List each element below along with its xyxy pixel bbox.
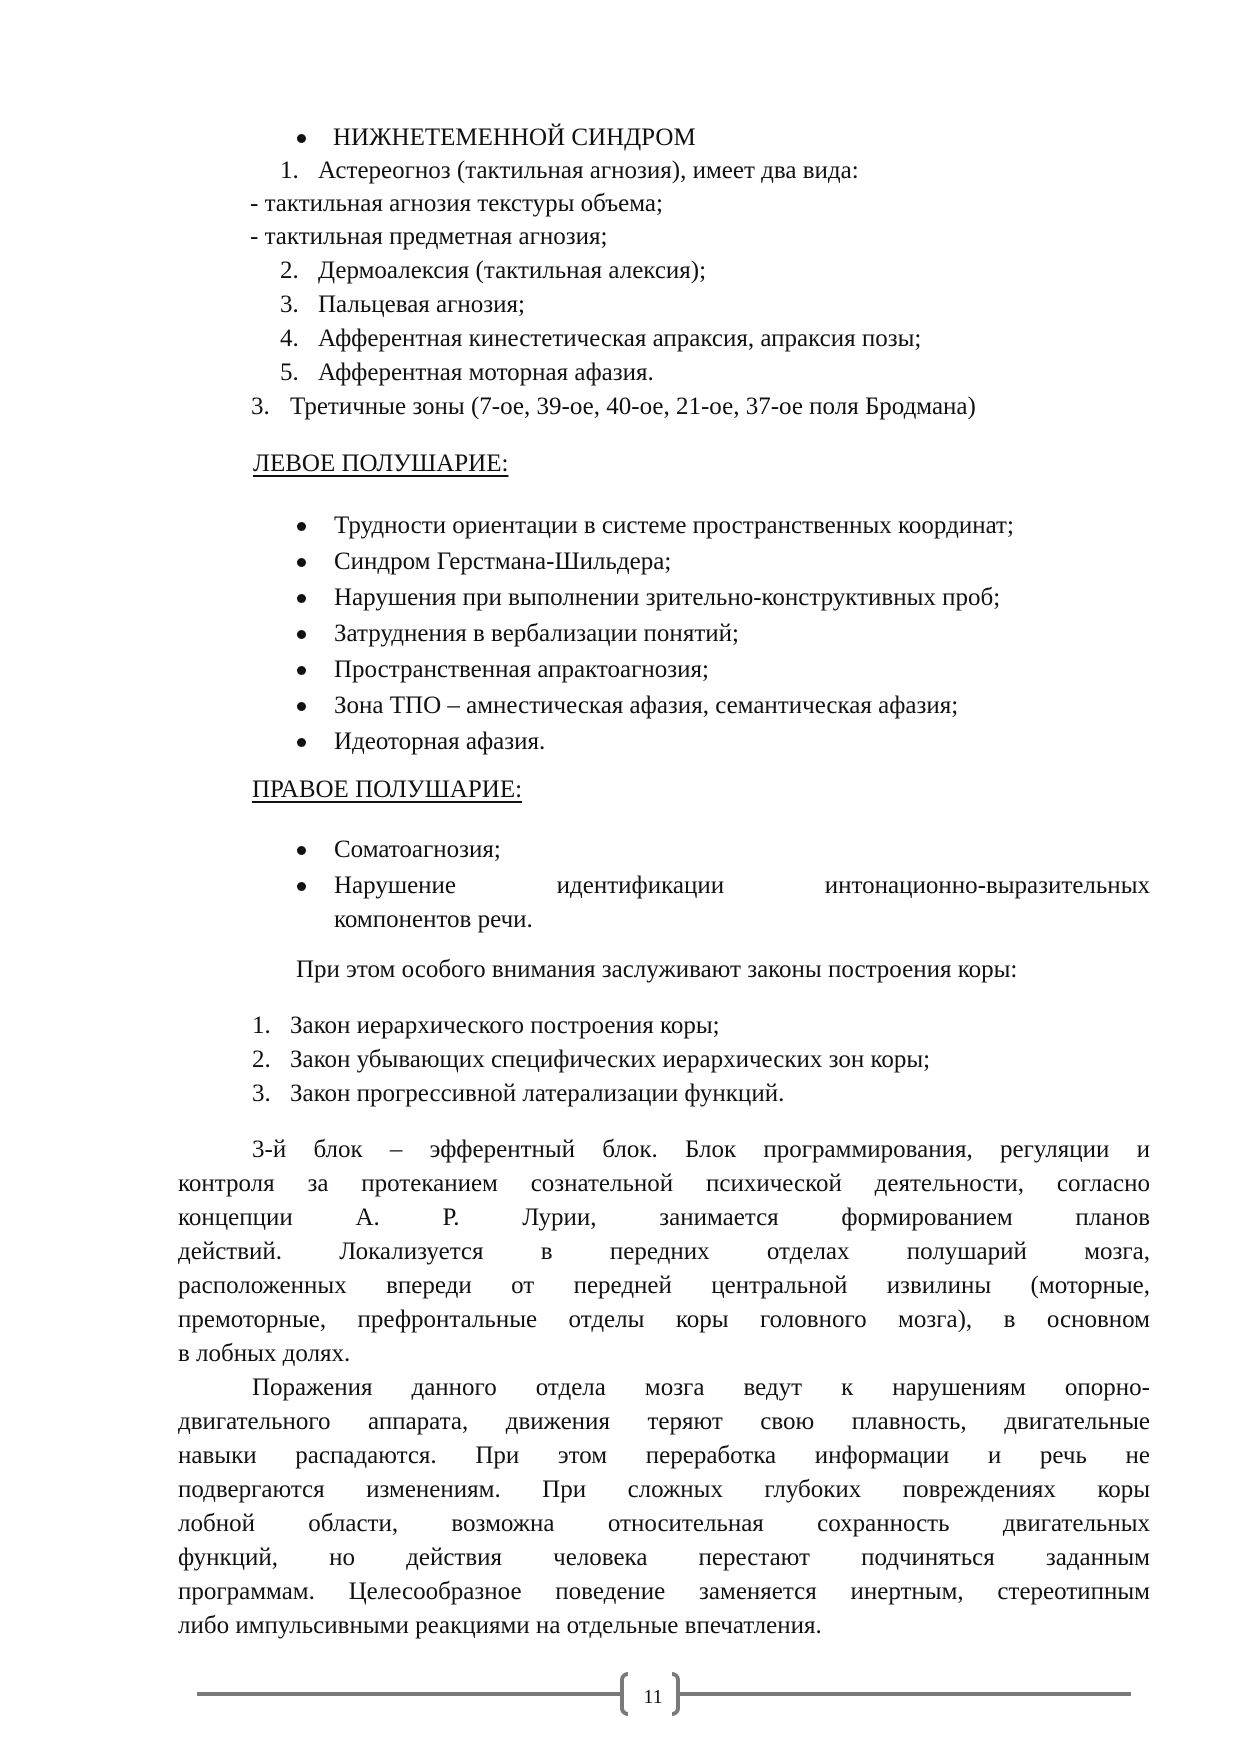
dash-item: - тактильная агнозия текстуры объема; [250, 190, 663, 217]
section-heading-inferior-parietal: НИЖНЕТЕМЕННОЙ СИНДРОМ [333, 124, 696, 151]
left-item: Синдром Герстмана-Шильдера; [334, 548, 672, 575]
bullet-icon [297, 522, 306, 531]
bullet-icon [297, 882, 306, 891]
paragraph-line: контроля за протеканием сознательной психической деятельности, согласно [178, 1170, 1150, 1197]
paragraph-line: функций, но действия человека перестают подчиняться заданным [178, 1544, 1150, 1571]
paragraph-line: концепции А. Р. Лурии, занимается формированием планов [178, 1204, 1150, 1231]
right-brace-icon [672, 1672, 680, 1716]
heading-left-hemisphere: ЛЕВОЕ ПОЛУШАРИЕ: [253, 450, 509, 477]
laws-intro: При этом особого внимания заслуживают законы построения коры: [296, 956, 1018, 983]
right-item: Нарушение идентификации интонационно-выразительных [334, 872, 1150, 899]
heading-right-hemisphere: ПРАВОЕ ПОЛУШАРИЕ: [252, 776, 523, 803]
paragraph-line: лобной области, возможна относительная сохранность двигательных [178, 1510, 1150, 1537]
list-item-tertiary-zones: Третичные зоны (7-ое, 39-ое, 40-ое, 21-ое, 37-ое поля Бродмана) [290, 393, 976, 420]
paragraph-line: расположенных впереди от передней центральной извилины (моторные, [178, 1272, 1150, 1299]
bullet-icon [297, 846, 306, 855]
list-number: 3. [251, 393, 270, 420]
left-item: Трудности ориентации в системе пространственных координат; [334, 512, 1014, 539]
bullet-icon [297, 702, 306, 711]
law-item: Закон прогрессивной латерализации функций. [290, 1080, 785, 1107]
bullet-icon [297, 134, 306, 143]
bullet-icon [297, 594, 306, 603]
paragraph-line: либо импульсивными реакциями на отдельные впечатления. [178, 1612, 822, 1639]
paragraph-line: действий. Локализуется в передних отделах полушарий мозга, [178, 1238, 1150, 1265]
bullet-icon [297, 558, 306, 567]
footer-rule-right [680, 1692, 1131, 1696]
list-number: 5. [280, 359, 299, 386]
list-number: 1. [252, 1012, 271, 1039]
law-item: Закон убывающих специфических иерархических зон коры; [290, 1046, 931, 1073]
paragraph-line: программам. Целесообразное поведение заменяется инертным, стереотипным [178, 1578, 1150, 1605]
bullet-icon [297, 630, 306, 639]
left-item: Идеоторная афазия. [334, 728, 546, 755]
paragraph-line: навыки распадаются. При этом переработка информации и речь не [178, 1442, 1150, 1469]
list-item: Дермоалексия (тактильная алексия); [318, 257, 707, 284]
list-number: 4. [280, 325, 299, 352]
list-item: Афферентная моторная афазия. [318, 359, 654, 386]
left-item: Пространственная апрактоагнозия; [334, 656, 709, 683]
right-item-continuation: компонентов речи. [334, 906, 533, 933]
left-item: Нарушения при выполнении зрительно-конструктивных проб; [334, 584, 1001, 611]
bullet-icon [297, 666, 306, 675]
paragraph-line: подвергаются изменениям. При сложных глубоких повреждениях коры [178, 1476, 1150, 1503]
paragraph-line: двигательного аппарата, движения теряют свою плавность, двигательные [178, 1408, 1150, 1435]
paragraph-line: Поражения данного отдела мозга ведут к нарушениям опорно- [252, 1374, 1150, 1401]
list-number: 2. [280, 257, 299, 284]
list-item: Пальцевая агнозия; [318, 291, 525, 318]
list-number: 3. [252, 1080, 271, 1107]
right-item: Соматоагнозия; [334, 836, 501, 863]
list-item: Афферентная кинестетическая апраксия, апраксия позы; [318, 325, 922, 352]
footer-rule-left [197, 1692, 620, 1696]
list-number: 2. [252, 1046, 271, 1073]
bullet-icon [297, 738, 306, 747]
left-item: Зона ТПО – амнестическая афазия, семантическая афазия; [334, 692, 959, 719]
paragraph-line: 3-й блок – эфферентный блок. Блок программирования, регуляции и [252, 1136, 1150, 1163]
paragraph-line: премоторные, префронтальные отделы коры головного мозга), в основном [178, 1306, 1150, 1333]
list-item: Астереогноз (тактильная агнозия), имеет два вида: [318, 157, 859, 184]
paragraph-line: в лобных долях. [178, 1340, 351, 1367]
list-number: 1. [280, 157, 299, 184]
dash-item: - тактильная предметная агнозия; [250, 223, 608, 250]
page-number: 11 [643, 1686, 663, 1708]
left-brace-icon [620, 1672, 628, 1716]
list-number: 3. [280, 291, 299, 318]
law-item: Закон иерархического построения коры; [290, 1012, 720, 1039]
left-item: Затруднения в вербализации понятий; [334, 620, 739, 647]
